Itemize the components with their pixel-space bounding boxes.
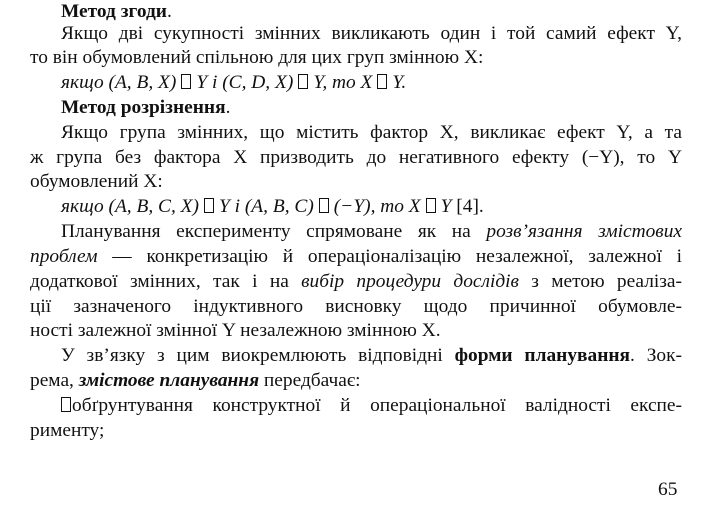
- text-line: ж група без фактора X призводить до негативного ефекту (−Y), то Y: [30, 147, 682, 168]
- text-line: Планування експерименту спрямоване як на розв’язання змістових: [61, 221, 682, 242]
- text-line: додаткової змінних, так і на вибір процедури дослідів з метою реаліза-: [30, 271, 682, 292]
- missing-glyph-box-icon: [377, 74, 387, 89]
- text-line: ції зазначеного індуктивного висновку щодо причинної обумовле-: [30, 296, 682, 317]
- text-line: Якщо група змінних, що містить фактор X, викликає ефект Y, а та: [61, 122, 682, 143]
- text-line: ності залежної змінної Y незалежною змінною X.: [30, 320, 441, 341]
- method-agreement-heading: Метод згоди.: [61, 1, 172, 22]
- text-line: Якщо дві сукупності змінних викликають один і той самий ефект Y,: [61, 23, 682, 44]
- bullet-line: обґрунтування конструктної й операціональної валідності експе-: [61, 394, 682, 419]
- text-line: то він обумовлений спільною для цих груп змінною X:: [30, 47, 484, 68]
- missing-glyph-box-icon: [204, 198, 214, 213]
- text-line: рема, змістове планування передбачає:: [30, 370, 361, 391]
- text-line: У зв’язку з цим виокремлюють відповідні форми планування. Зок-: [61, 345, 683, 366]
- missing-glyph-box-icon: [298, 74, 308, 89]
- missing-glyph-box-icon: [426, 198, 436, 213]
- formula-line: якщо (A, B, X) Y і (C, D, X) Y, то X Y.: [61, 72, 407, 93]
- text-line: проблем — конкретизацію й операціоналізацію незалежної, залежної і: [30, 246, 682, 267]
- missing-glyph-box-icon: [61, 397, 71, 412]
- formula-line: якщо (A, B, C, X) Y і (A, B, C) (−Y), то X Y [4].: [61, 196, 484, 217]
- text-line: обумовлений X:: [30, 171, 163, 192]
- method-difference-heading: Метод розрізнення.: [61, 97, 231, 118]
- missing-glyph-box-icon: [319, 198, 329, 213]
- page-number: 65: [658, 479, 678, 500]
- text-line: рименту;: [30, 420, 105, 441]
- missing-glyph-box-icon: [181, 74, 191, 89]
